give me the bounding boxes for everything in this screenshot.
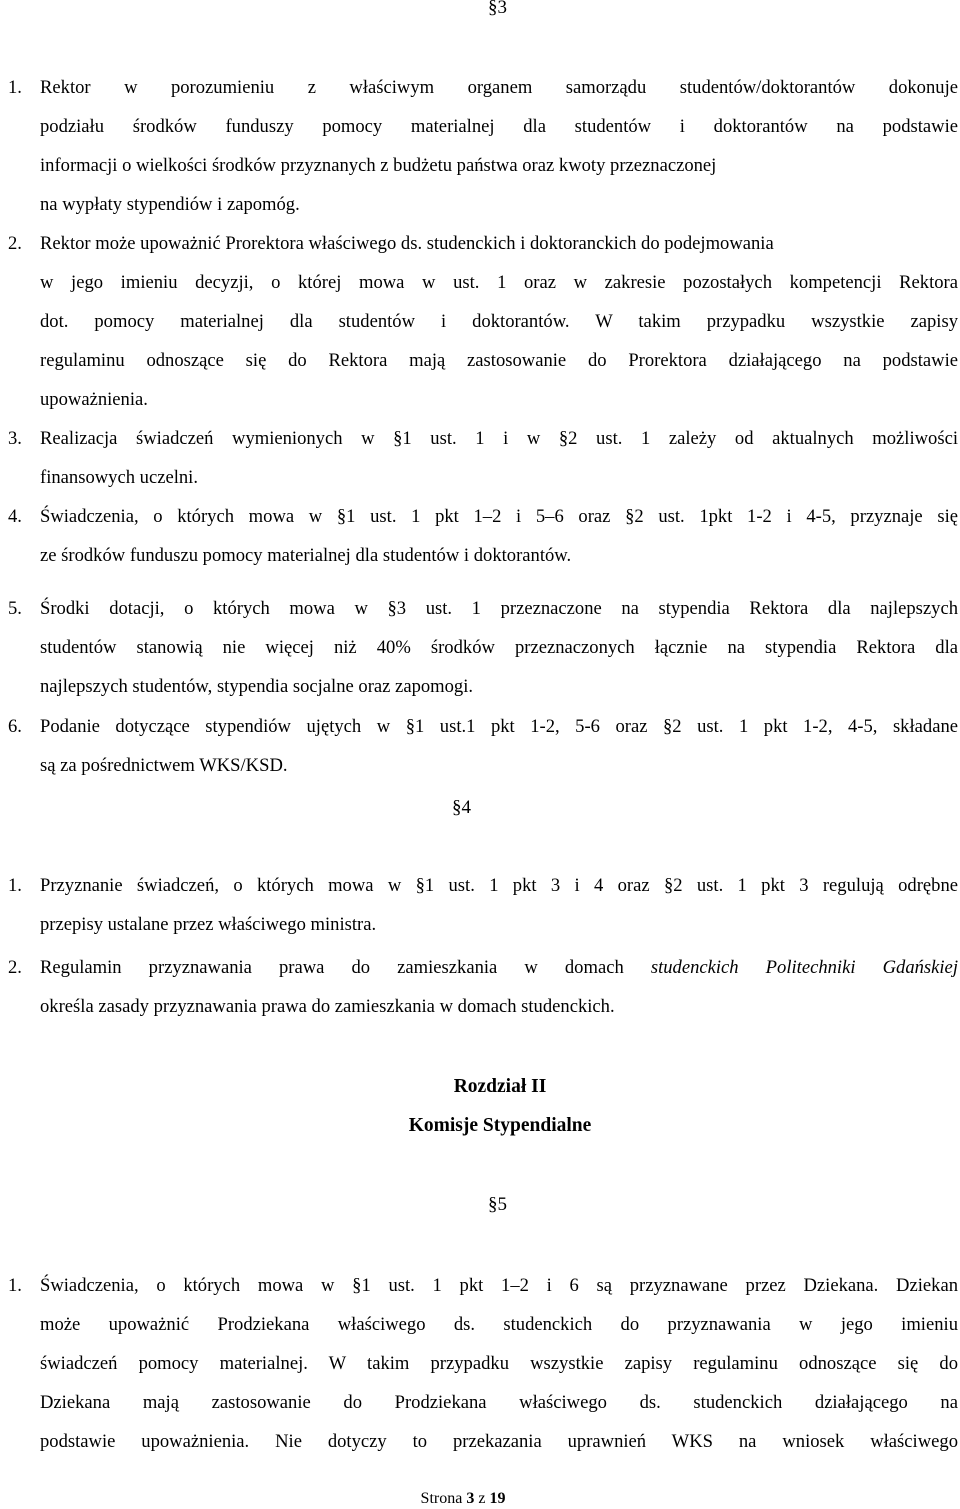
item-text [40,419,958,497]
footer-middle: z [474,1490,490,1507]
item-text [40,1266,958,1461]
item-number: 2. [8,957,22,978]
item-text [40,948,958,1026]
item-number: 1. [8,77,22,98]
text-line: dot. pomocy materialnej dla studentów i doktorantów. W takim przypadku wszystkie zapisy [40,311,958,332]
text-line: Świadczenia, o których mowa w §1 ust. 1 pkt 1–2 i 6 są przyznawane przez Dziekana. Dziekan [40,1275,958,1296]
text-line: Podanie dotyczące stypendiów ujętych w §1 ust.1 pkt 1-2, 5-6 oraz §2 ust. 1 pkt 1-2, 4-5, składane [40,716,958,737]
text-line: na wypłaty stypendiów i zapomóg. [40,194,300,215]
item-number: 1. [8,1275,22,1296]
footer-current-page: 3 [466,1490,475,1507]
item-text [40,68,958,224]
footer-prefix: Strona [420,1490,467,1507]
text-line: podziału środków funduszy pomocy materialnej dla studentów i doktorantów na podstawie [40,116,958,137]
section-4-marker: §4 [452,797,471,818]
item-text [40,707,958,785]
text-line: Rektor w porozumieniu z właściwym organem samorządu studentów/doktorantów dokonuje [40,77,958,98]
text-line: regulaminu odnoszące się do Rektora mają zastosowanie do Prorektora działającego na podstawie [40,350,958,371]
page-footer [0,1489,926,1509]
text-line: studentów stanowią nie więcej niż 40% środków przeznaczonych łącznie na stypendia Rektora dla [40,637,958,658]
text-line: Realizacja świadczeń wymienionych w §1 ust. 1 i w §2 ust. 1 zależy od aktualnych możliwości [40,428,958,449]
item-text [40,224,958,419]
text-line: w jego imieniu decyzji, o której mowa w ust. 1 oraz w zakresie pozostałych kompetencji Rektora [40,272,958,293]
text-line: Dziekana mają zastosowanie do Prodziekana właściwego ds. studenckich działającego na [40,1392,958,1413]
item-number: 1. [8,875,22,896]
item-text [40,589,958,706]
text-run: Regulamin przyznawania prawa do zamieszkania w domach [40,957,651,978]
text-line: Rektor może upoważnić Prorektora właściwego ds. studenckich i doktoranckich do podejmowania [40,233,774,254]
text-line: informacji o wielkości środków przyznanych z budżetu państwa oraz kwoty przeznaczonej [40,155,717,176]
text-line [40,948,958,987]
chapter-title: Rozdział II [453,1076,547,1097]
text-line: Przyznanie świadczeń, o których mowa w §1 ust. 1 pkt 3 i 4 oraz §2 ust. 1 pkt 3 regulują odrębne [40,875,958,896]
text-line: są za pośrednictwem WKS/KSD. [40,755,288,776]
text-line: określa zasady przyznawania prawa do zamieszkania w domach studenckich. [40,996,615,1017]
text-line: ze środków funduszu pomocy materialnej dla studentów i doktorantów. [40,545,572,566]
section-5-marker: §5 [488,1194,507,1215]
text-line: Środki dotacji, o których mowa w §3 ust. 1 przeznaczone na stypendia Rektora dla najlepszych [40,598,958,619]
footer-total-pages: 19 [489,1490,506,1507]
item-number: 3. [8,428,22,449]
text-line: może upoważnić Prodziekana właściwego ds. studenckich do przyznawania w jego imieniu [40,1314,958,1335]
text-line: upoważnienia. [40,389,148,410]
italic-text-run: studenckich Politechniki Gdańskiej [650,957,958,978]
item-number: 6. [8,716,22,737]
text-line: finansowych uczelni. [40,467,198,488]
chapter-subtitle: Komisje Stypendialne [408,1115,592,1136]
text-line: Świadczenia, o których mowa w §1 ust. 1 pkt 1–2 i 5–6 oraz §2 ust. 1pkt 1-2 i 4-5, przyznaje się [40,506,958,527]
section-3-marker: §3 [488,0,507,18]
text-line: świadczeń pomocy materialnej. W takim przypadku wszystkie zapisy regulaminu odnoszące się do [40,1353,958,1374]
item-number: 2. [8,233,22,254]
text-line: najlepszych studentów, stypendia socjalne oraz zapomogi. [40,676,474,697]
item-number: 4. [8,506,22,527]
text-line: przepisy ustalane przez właściwego ministra. [40,914,377,935]
item-text [40,497,958,575]
item-text [40,866,958,944]
item-number: 5. [8,598,22,619]
text-line: podstawie upoważnienia. Nie dotyczy to przekazania uprawnień WKS na wniosek właściwego [40,1431,958,1452]
